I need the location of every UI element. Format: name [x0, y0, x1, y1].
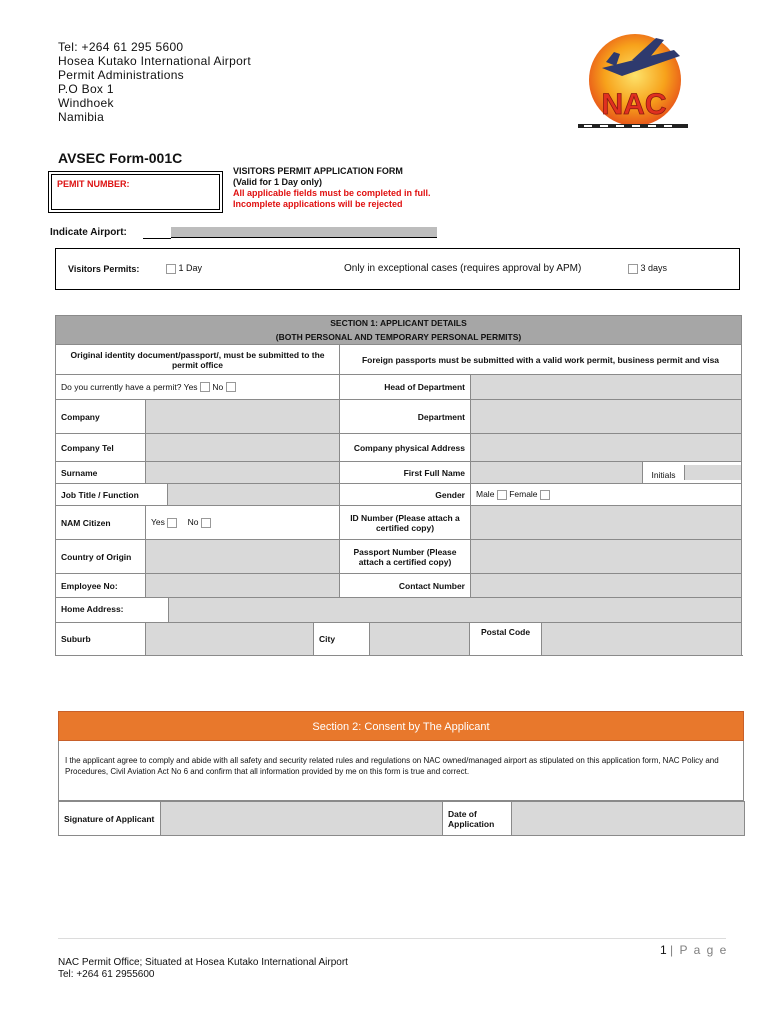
underline [143, 238, 171, 239]
male-checkbox[interactable] [497, 490, 507, 500]
three-days-label: 3 days [640, 263, 668, 273]
female-checkbox[interactable] [540, 490, 550, 500]
city-label: City [314, 623, 370, 655]
airport-input[interactable] [171, 227, 437, 238]
initials-label: Initials [643, 465, 685, 480]
contact-number-input[interactable] [471, 574, 742, 598]
one-day-checkbox[interactable] [166, 264, 176, 274]
first-name-label: First Full Name [340, 462, 471, 484]
postal-code-label: Postal Code [470, 623, 542, 655]
job-title-input[interactable] [168, 484, 340, 506]
postal-code-input[interactable] [542, 623, 741, 655]
head-of-department-label: Head of Department [340, 375, 471, 400]
company-tel-input[interactable] [146, 434, 340, 462]
passport-number-input[interactable] [471, 540, 742, 574]
applicant-details-table [55, 315, 742, 656]
footer-line: Tel: +264 61 2955600 [58, 969, 155, 980]
three-days-checkbox[interactable] [628, 264, 638, 274]
passport-number-label: Passport Number (Please attach a certified copy) [340, 540, 471, 574]
home-address-input[interactable] [168, 598, 741, 622]
address-line: Windhoek [58, 96, 114, 110]
visitors-permits-label: Visitors Permits: [68, 264, 140, 274]
one-day-label: 1 Day [178, 263, 203, 273]
head-of-department-input[interactable] [471, 375, 742, 400]
citizen-no-checkbox[interactable] [201, 518, 211, 528]
nam-citizen-options [146, 506, 340, 540]
gender-options [471, 484, 742, 506]
note-left: Original identity document/passport/, must be submitted to the permit office [56, 345, 340, 375]
nac-logo [572, 30, 694, 134]
form-code: AVSEC Form-001C [58, 150, 183, 166]
consent-text: I the applicant agree to comply and abide with all safety and security related rules and regulations on NAC owned/managed airport as stipulated on this application form, NAC Policy and Procedures, Civil Aviation Act No 6 and confirm that all information provided by me on this form is true and correct. [58, 741, 744, 801]
country-of-origin-input[interactable] [146, 540, 340, 574]
warning-text: All applicable fields must be completed in full. [233, 188, 431, 198]
company-tel-label: Company Tel [56, 434, 146, 462]
svg-text:NAC: NAC [601, 88, 667, 121]
one-day-option [166, 263, 202, 274]
first-name-input[interactable] [471, 462, 643, 484]
city-input[interactable] [370, 623, 470, 655]
address-line: Hosea Kutako International Airport [58, 54, 251, 68]
employee-no-label: Employee No: [56, 574, 146, 598]
form-title: VISITORS PERMIT APPLICATION FORM [233, 166, 403, 176]
date-input[interactable] [512, 802, 745, 836]
initials-input[interactable] [685, 465, 741, 480]
company-address-input[interactable] [471, 434, 742, 462]
footer-text [58, 957, 348, 981]
form-validity: (Valid for 1 Day only) [233, 177, 323, 187]
consent-section [58, 711, 744, 836]
page-label: | P a g e [670, 943, 728, 957]
visitors-permits-box [55, 248, 740, 290]
permit-number-label: PEMIT NUMBER: [51, 174, 220, 210]
form-title-block [233, 166, 431, 210]
citizen-yes-checkbox[interactable] [167, 518, 177, 528]
current-permit-row [56, 375, 340, 400]
note-right: Foreign passports must be submitted with a valid work permit, business permit and visa [340, 345, 742, 375]
address-line: P.O Box 1 [58, 82, 114, 96]
section1-header [56, 316, 742, 345]
surname-input[interactable] [146, 462, 340, 484]
suburb-input[interactable] [146, 623, 314, 655]
job-title-label: Job Title / Function [56, 484, 168, 506]
gender-label: Gender [340, 484, 471, 506]
surname-label: Surname [56, 462, 146, 484]
signature-table [58, 801, 745, 836]
company-label: Company [56, 400, 146, 434]
signature-input[interactable] [161, 802, 443, 836]
footer-line: NAC Permit Office; Situated at Hosea Kutako International Airport [58, 957, 348, 968]
page-number [660, 943, 728, 957]
footer-divider [58, 938, 726, 939]
employee-no-input[interactable] [146, 574, 340, 598]
section2-header: Section 2: Consent by The Applicant [58, 711, 744, 741]
warning-text: Incomplete applications will be rejected [233, 199, 403, 209]
no-label: No [212, 381, 224, 392]
country-of-origin-label: Country of Origin [56, 540, 146, 574]
suburb-city-postal-row [146, 623, 742, 656]
company-address-label: Company physical Address [340, 434, 471, 462]
nam-citizen-label: NAM Citizen [56, 506, 146, 540]
address-line: Tel: +264 61 295 5600 [58, 40, 184, 54]
company-input[interactable] [146, 400, 340, 434]
department-label: Department [340, 400, 471, 434]
home-address-row [56, 598, 742, 623]
yes-label: Yes [151, 517, 165, 528]
permit-no-checkbox[interactable] [226, 382, 236, 392]
department-input[interactable] [471, 400, 742, 434]
female-label: Female [509, 489, 538, 500]
no-label: No [187, 517, 199, 528]
suburb-label: Suburb [56, 623, 146, 656]
address-line: Permit Administrations [58, 68, 184, 82]
male-label: Male [476, 489, 495, 500]
contact-number-label: Contact Number [340, 574, 471, 598]
three-days-option [628, 263, 667, 274]
current-permit-question: Do you currently have a permit? Yes [61, 381, 198, 392]
date-label: Date of Application [443, 802, 512, 836]
id-number-input[interactable] [471, 506, 742, 540]
indicate-airport-label: Indicate Airport: [50, 227, 127, 238]
initials-cell [643, 462, 742, 484]
exceptional-note: Only in exceptional cases (requires approval by APM) [344, 263, 582, 274]
page-number-value: 1 [660, 943, 667, 957]
signature-label: Signature of Applicant [59, 802, 161, 836]
section1-subtitle: (BOTH PERSONAL AND TEMPORARY PERSONAL PERMITS) [275, 332, 522, 342]
address-line: Namibia [58, 110, 105, 124]
section1-title: SECTION 1: APPLICANT DETAILS [330, 318, 467, 328]
home-address-label: Home Address: [61, 604, 124, 614]
permit-yes-checkbox[interactable] [200, 382, 210, 392]
permit-number-box[interactable] [48, 171, 223, 213]
id-number-label: ID Number (Please attach a certified copy) [340, 506, 471, 540]
address-block [58, 40, 251, 124]
